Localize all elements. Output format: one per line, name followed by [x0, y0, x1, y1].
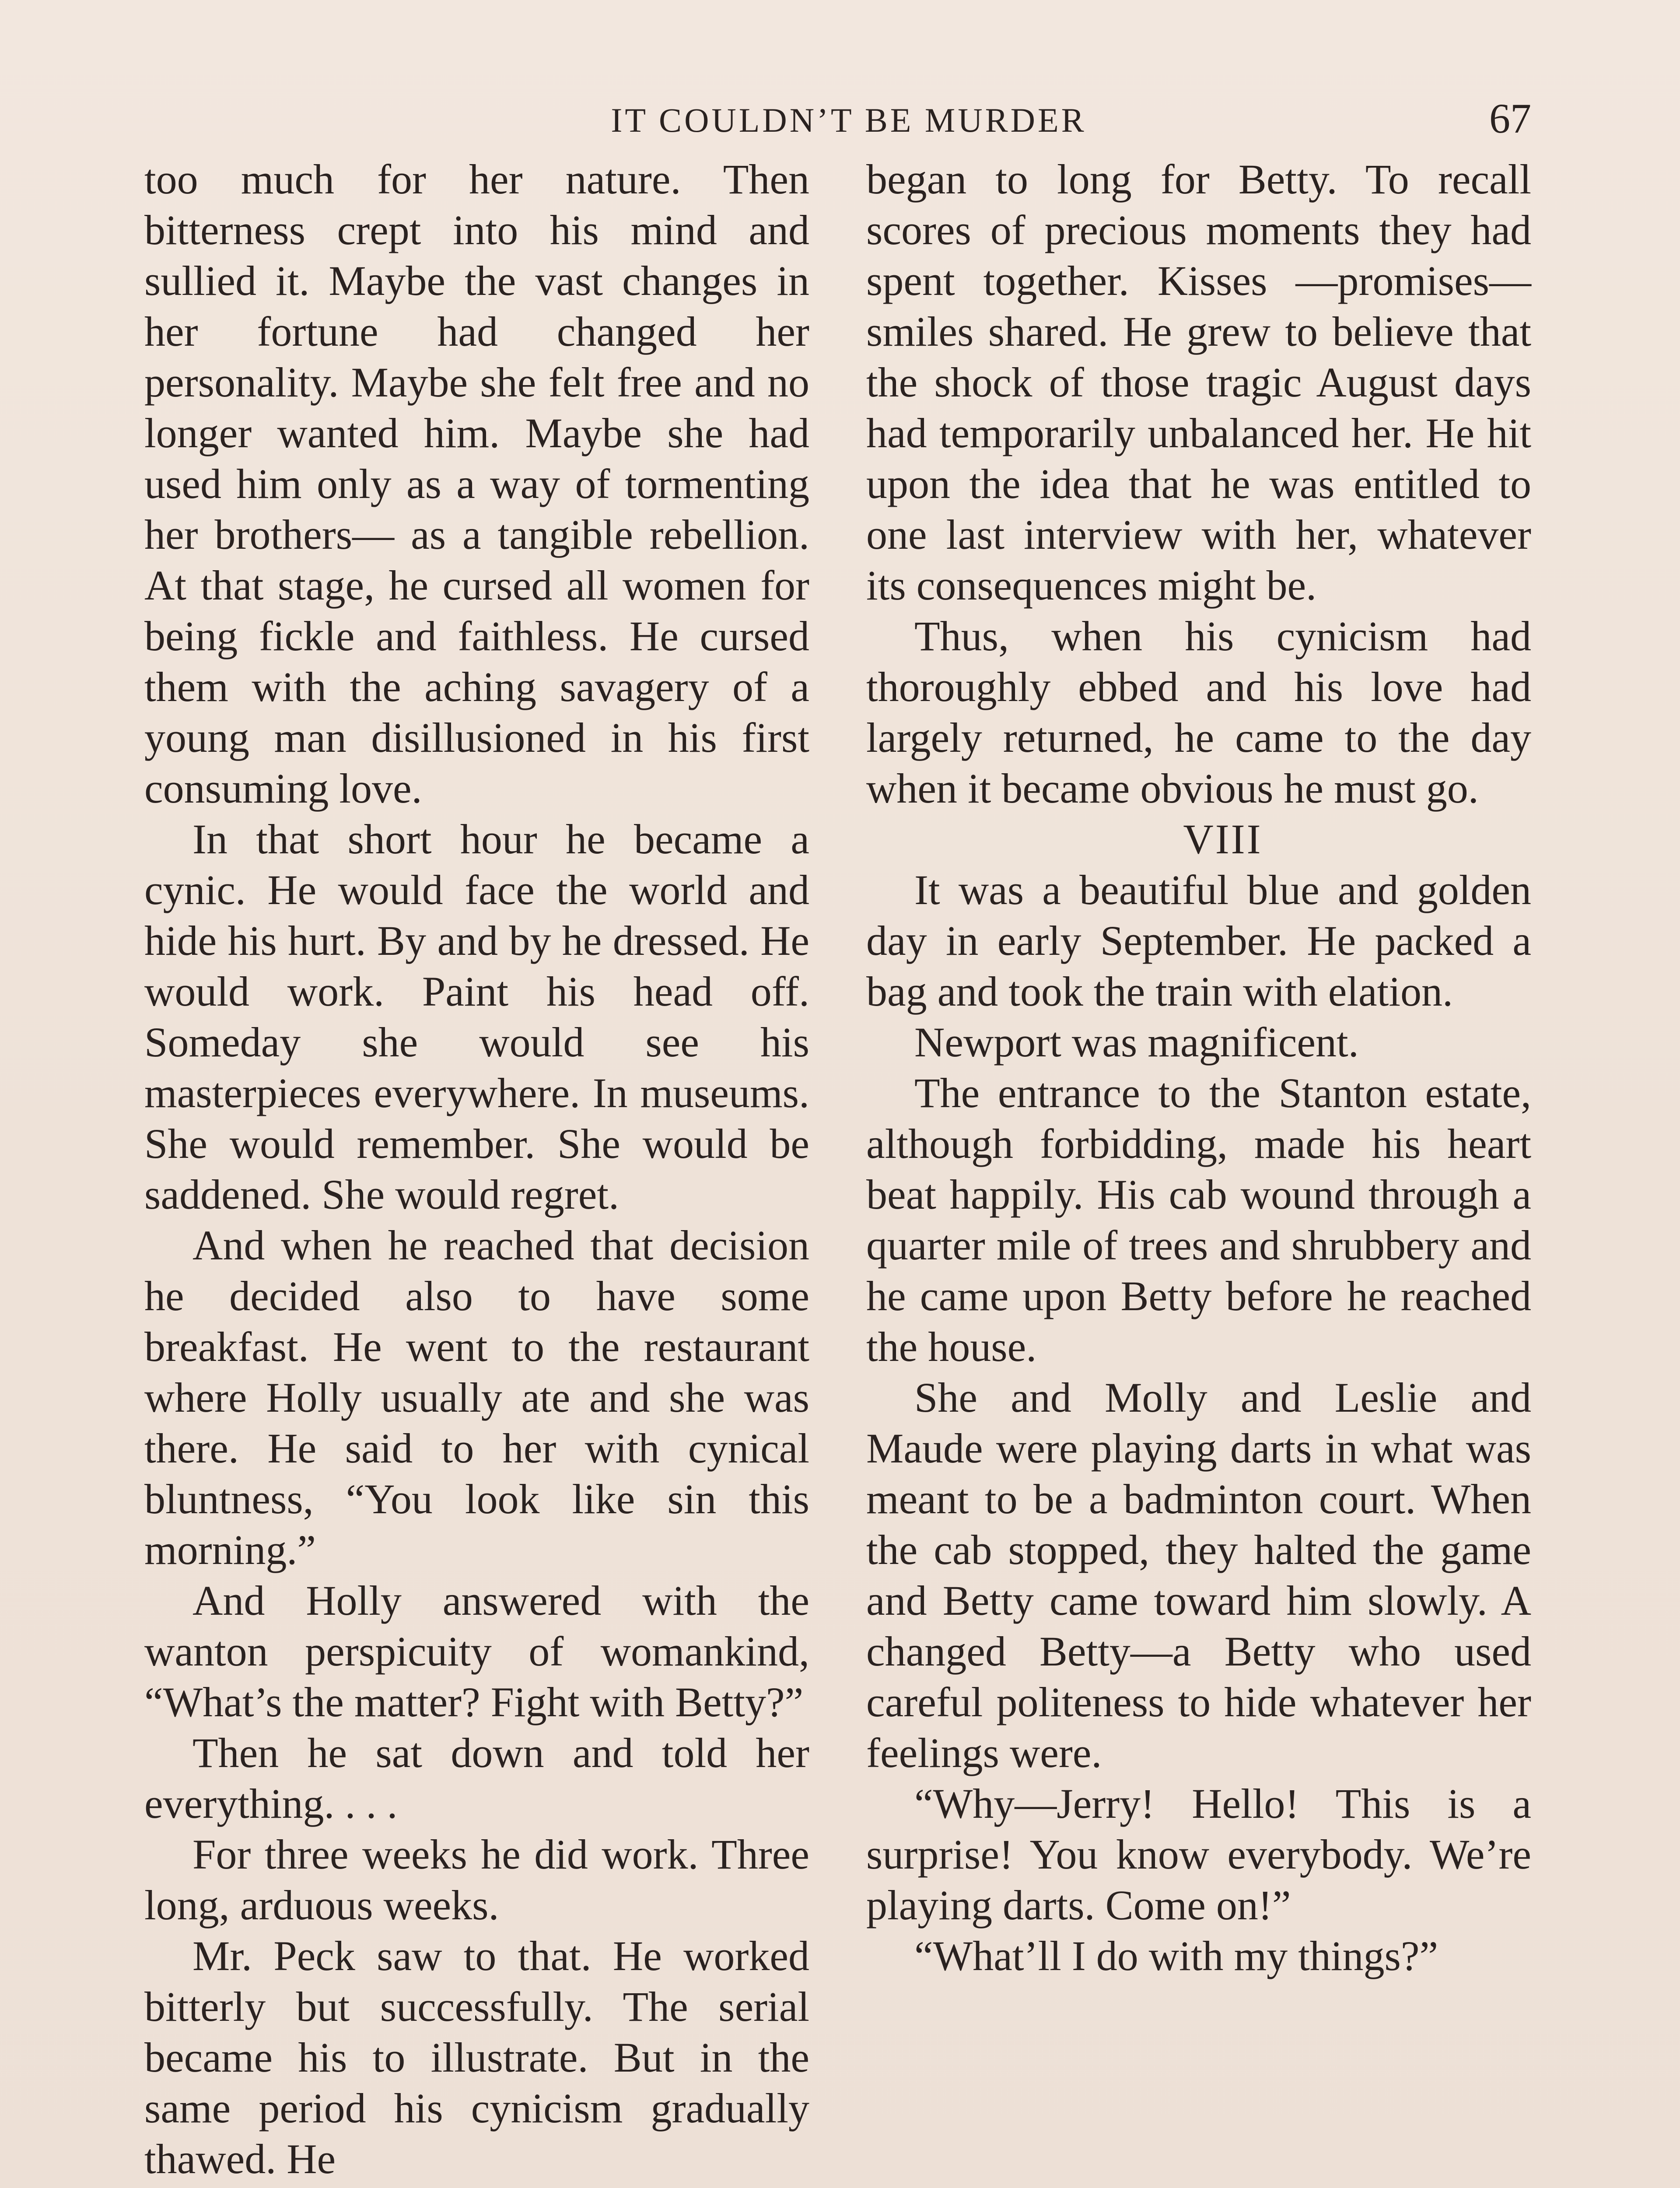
paragraph: Mr. Peck saw to that. He worked bitterly but successfully. The serial became his to illustrate. But in the same period his cynicism gradually thawed. He — [144, 1932, 809, 2182]
paragraph: too much for her nature. Then bitterness crept into his mind and sullied it. Maybe the vast changes in her fortune had changed her personality. Maybe she felt free and no longer wanted him. Maybe she had used him only as a way of tormenting her brothers— as a tangible rebellion. At that stage, he cursed all women for being fickle and faithless. He cursed them with the aching savagery of a young man disillusioned in his first consuming love. — [144, 156, 809, 812]
left-column — [144, 154, 809, 2184]
paragraph: “Why—Jerry! Hello! This is a surprise! You know everybody. We’re playing darts. Come on!” — [866, 1780, 1531, 1929]
paragraph: began to long for Betty. To recall scores of precious moments they had spent together. Kisses —promises—smiles shared. He grew to believe that the shock of those tragic August days had temporarily unbalanced her. He hit upon the idea that he was entitled to one last interview with her, whatever its consequences might be. — [866, 156, 1531, 609]
right-column — [866, 154, 1531, 1981]
paragraph: And Holly answered with the wanton perspicuity of womankind, “What’s the matter? Fight with Betty?” — [144, 1577, 809, 1725]
paragraph: Newport was magnificent. — [914, 1019, 1359, 1066]
paragraph: For three weeks he did work. Three long, arduous weeks. — [144, 1831, 809, 1929]
paragraph: The entrance to the Stanton estate, although forbidding, made his heart beat happily. His cab wound through a quarter mile of trees and shrubbery and he came upon Betty before he reached the house. — [866, 1069, 1531, 1370]
chapter-section-heading: VIII — [1183, 816, 1263, 863]
paragraph: She and Molly and Leslie and Maude were playing darts in what was meant to be a badminton court. When the cab stopped, they halted the game and Betty came toward him slowly. A changed Betty—a Betty who used careful politeness to hide whatever her feelings were. — [866, 1374, 1531, 1776]
paragraph: It was a beautiful blue and golden day in early September. He packed a bag and took the train with elation. — [866, 866, 1531, 1015]
paragraph: “What’ll I do with my things?” — [914, 1932, 1438, 1979]
paragraph: And when he reached that decision he decided also to have some breakfast. He went to the restaurant where Holly usually ate and she was there. He said to her with cynical bluntness, “You look like sin this morning.” — [144, 1222, 809, 1573]
page-number: 67 — [1489, 95, 1531, 142]
paragraph: Then he sat down and told her everything. . . . — [144, 1729, 809, 1827]
paragraph: In that short hour he became a cynic. He would face the world and hide his hurt. By and by he dressed. He would work. Paint his head off. Someday she would see his masterpieces everywhere. In museums. She would remember. She would be saddened. She would regret. — [144, 816, 809, 1218]
running-head: IT COULDN’T BE MURDER — [611, 101, 1087, 139]
paragraph: Thus, when his cynicism had thoroughly ebbed and his love had largely returned, he came to the day when it became obvious he must go. — [866, 613, 1531, 812]
